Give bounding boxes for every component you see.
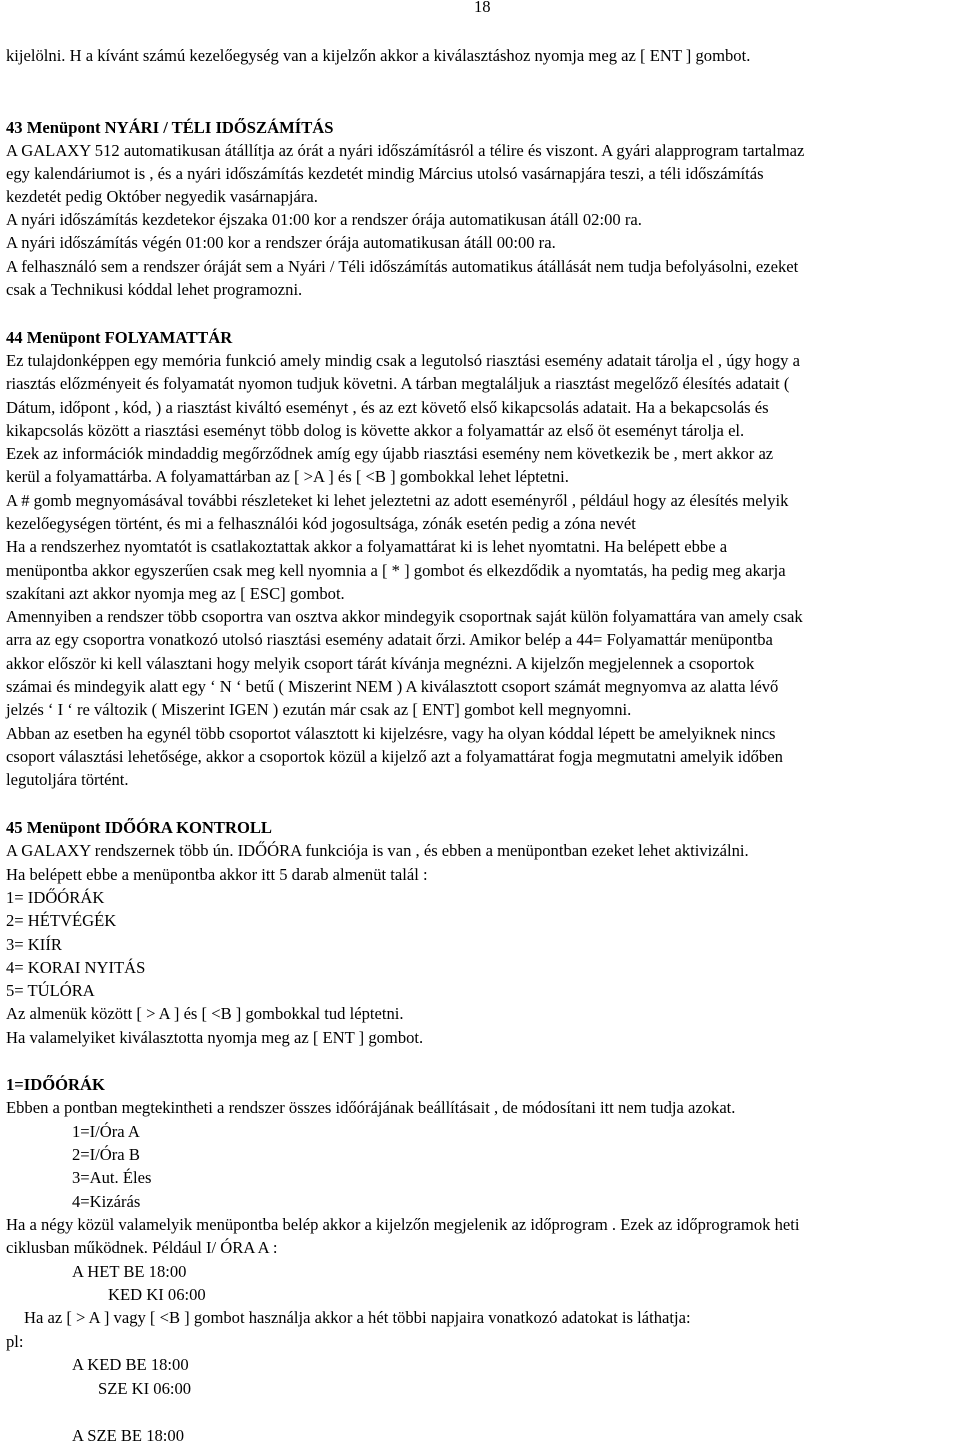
- text-line: kijelölni. H a kívánt számú kezelőegység van a kijelzőn akkor a kiválasztáshoz nyomja meg az [ ENT ] gombot.: [6, 46, 751, 65]
- text-line: riasztás előzményeit és folyamatát nyomon tudjuk követni. A tárban megtaláljuk a riasztást megelőző élesítés adatait (: [6, 374, 790, 393]
- text-line: arra az egy csoportra vonatkozó utolsó riasztási esemény adatait őrzi. Amikor belép a 44= Folyamattár menüpontba: [6, 630, 773, 649]
- text-line: szakítani azt akkor nyomja meg az [ ESC] gombot.: [6, 584, 345, 603]
- list-item: 3=Aut. Éles: [72, 1168, 152, 1187]
- list-item: 5= TÚLÓRA: [6, 981, 95, 1000]
- list-item: 2=I/Óra B: [72, 1145, 140, 1164]
- text-line: kezelőegységen történt, és mi a felhasználói kód jogosultsága, zónák esetén pedig a zóna nevét: [6, 514, 636, 533]
- text-line: Amennyiben a rendszer több csoportra van osztva akkor mindegyik csoportnak saját külön folyamattára van amely csak: [6, 607, 803, 626]
- text-line: Ez tulajdonképpen egy memória funkció amely mindig csak a legutolsó riasztási esemény adatait tárolja el , úgy hogy a: [6, 351, 800, 370]
- text-line: jelzés ‘ I ‘ re változik ( Miszerint IGEN ) ezután már csak az [ ENT] gombot kell megnyomni.: [6, 700, 632, 719]
- text-line: legutoljára történt.: [6, 770, 129, 789]
- text-line: számai és mindegyik alatt egy ‘ N ‘ betű ( Miszerint NEM ) A kiválasztott csoport számát megnyomva az alatta lévő: [6, 677, 779, 696]
- text-line: pl:: [6, 1332, 24, 1351]
- text-line: A GALAXY 512 automatikusan átállítja az órát a nyári időszámításról a télire és viszont. A gyári alapprogram tartalmaz: [6, 141, 805, 160]
- text-line: kikapcsolás között a riasztási eseményt több dolog is követte akkor a folyamattár az első öt eseményt tárolja el.: [6, 421, 745, 440]
- page-number: 18: [474, 0, 491, 16]
- section-heading-45: 45 Menüpont IDŐÓRA KONTROLL: [6, 818, 273, 837]
- text-line: akkor először ki kell választani hogy melyik csoport tárát kívánja megnézni. A kijelzőn megjelennek a csoportok: [6, 654, 755, 673]
- text-line: ciklusban működnek. Például I/ ÓRA A :: [6, 1238, 278, 1257]
- section-heading-43: 43 Menüpont NYÁRI / TÉLI IDŐSZÁMÍTÁS: [6, 118, 334, 137]
- text-line: Abban az esetben ha egynél több csoportot választott ki kijelzésre, vagy ha olyan kóddal lépett be amelyiknek nincs: [6, 724, 776, 743]
- text-line: Ha a rendszerhez nyomtatót is csatlakoztattak akkor a folyamattárat ki is lehet nyomtatni. Ha belépett ebbe a: [6, 537, 728, 556]
- text-line: A felhasználó sem a rendszer óráját sem a Nyári / Téli időszámítás automatikus átállását nem tudja befolyásolni, ezeket: [6, 257, 799, 276]
- text-line: Dátum, időpont , kód, ) a riasztást kiváltó eseményt , és az ezt követő első kikapcsolás adatait. Ha a bekapcsolás és: [6, 398, 769, 417]
- text-line: A nyári időszámítás végén 01:00 kor a rendszer órája automatikusan átáll 00:00 ra.: [6, 233, 556, 252]
- text-line: csoport választási lehetősége, akkor a csoportok közül a kijelző azt a folyamattárat fogja megmutatni amelyik időben: [6, 747, 783, 766]
- list-item: 2= HÉTVÉGÉK: [6, 911, 117, 930]
- text-line: egy kalendáriumot is , és a nyári időszámítás kezdetét mindig Március utolsó vasárnapjára teszi, a téli időszámítás: [6, 164, 764, 183]
- display-example-line: SZE KI 06:00: [98, 1379, 192, 1398]
- display-example-line: KED KI 06:00: [108, 1285, 206, 1304]
- text-line: kerül a folyamattárba. A folyamattárban az [ >A ] és [ <B ] gombokkal lehet léptetni.: [6, 467, 569, 486]
- text-line: A nyári időszámítás kezdetekor éjszaka 01:00 kor a rendszer órája automatikusan átáll 02:00 ra.: [6, 210, 642, 229]
- text-line: Ebben a pontban megtekintheti a rendszer összes időórájának beállításait , de módosítani itt nem tudja azokat.: [6, 1098, 736, 1117]
- list-item: 1= IDŐÓRÁK: [6, 888, 105, 907]
- text-line: Ezek az információk mindaddig megőrződnek amíg egy újabb riasztási esemény nem következik be , mert akkor az: [6, 444, 774, 463]
- list-item: 4= KORAI NYITÁS: [6, 958, 146, 977]
- text-line: csak a Technikusi kóddal lehet programozni.: [6, 280, 303, 299]
- text-line: Ha az [ > A ] vagy [ <B ] gombot használja akkor a hét többi napjaira vonatkozó adatokat is láthatja:: [24, 1308, 691, 1327]
- list-item: 3= KIÍR: [6, 935, 62, 954]
- text-line: Ha belépett ebbe a menüpontba akkor itt 5 darab almenüt talál :: [6, 865, 428, 884]
- text-line: menüpontba akkor egyszerűen csak meg kell nyomnia a [ * ] gombot és elkezdődik a nyomtatás, ha pedig meg akarja: [6, 561, 786, 580]
- text-line: A # gomb megnyomásával további részleteket ki lehet jeleztetni az adott eseményről , például hogy az élesítés melyik: [6, 491, 789, 510]
- text-line: A GALAXY rendszernek több ún. IDŐÓRA funkciója is van , és ebben a menüpontban ezeket lehet aktivizálni.: [6, 841, 749, 860]
- list-item: 1=I/Óra A: [72, 1122, 140, 1141]
- text-line: Ha valamelyiket kiválasztotta nyomja meg az [ ENT ] gombot.: [6, 1028, 424, 1047]
- display-example-line: A HET BE 18:00: [72, 1262, 187, 1281]
- text-line: kezdetét pedig Október negyedik vasárnapjára.: [6, 187, 318, 206]
- subsection-heading: 1=IDŐÓRÁK: [6, 1075, 105, 1094]
- display-example-line: A KED BE 18:00: [72, 1355, 189, 1374]
- section-heading-44: 44 Menüpont FOLYAMATTÁR: [6, 328, 233, 347]
- display-example-line: A SZE BE 18:00: [72, 1426, 185, 1445]
- text-line: Ha a négy közül valamelyik menüpontba belép akkor a kijelzőn megjelenik az időprogram . Ezek az időprogramok heti: [6, 1215, 800, 1234]
- text-line: Az almenük között [ > A ] és [ <B ] gombokkal tud léptetni.: [6, 1004, 404, 1023]
- list-item: 4=Kizárás: [72, 1192, 141, 1211]
